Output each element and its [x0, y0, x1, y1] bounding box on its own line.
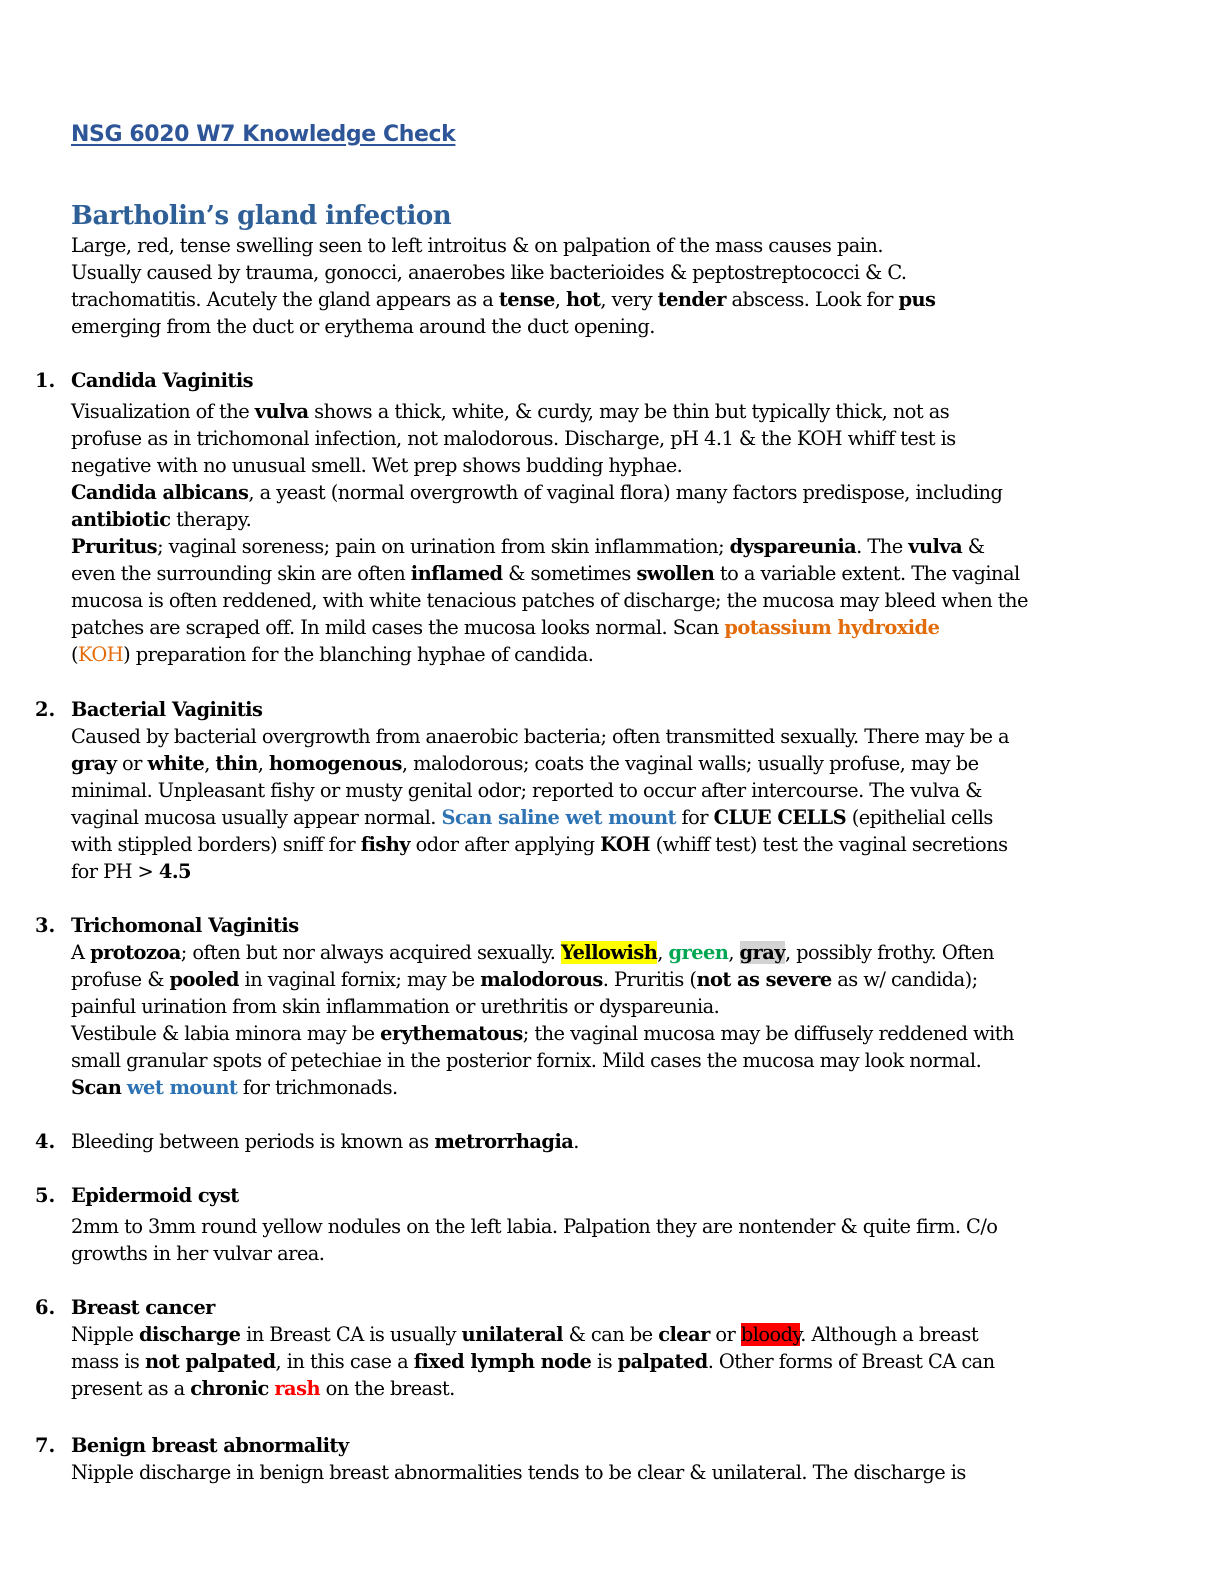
- epidermoid-paragraph: 2mm to 3mm round yellow nodules on the left labia. Palpation they are nontender & quite firm. C/o growths in her vulvar area.: [71, 1215, 998, 1265]
- breast-cancer-paragraph: Nipple discharge in Breast CA is usually unilateral & can be clear or bloody. Although a breast mass is not palpated, in this case a fixed lymph node is palpated. Other forms of Breast CA can present as a chronic rash on the breast.: [71, 1323, 995, 1400]
- section-heading-breast-cancer: Breast cancer: [71, 1296, 215, 1319]
- metrorrhagia-paragraph: Bleeding between periods is known as metrorrhagia.: [71, 1130, 579, 1153]
- benign-breast-paragraph: Nipple discharge in benign breast abnormalities tends to be clear & unilateral. The discharge is: [71, 1461, 966, 1484]
- section-number: 5.: [35, 1184, 56, 1207]
- section-number: 7.: [35, 1434, 56, 1457]
- section-number: 6.: [35, 1296, 56, 1319]
- section-heading-trichomonal: Trichomonal Vaginitis: [71, 914, 299, 937]
- section-number: 3.: [35, 914, 56, 937]
- bartholin-heading: Bartholin’s gland infection: [71, 201, 452, 231]
- section-number: 1.: [35, 369, 56, 392]
- bartholin-paragraph: Large, red, tense swelling seen to left introitus & on palpation of the mass causes pain. Usually caused by trauma, gonocci, anaerobes like bacterioides & peptostreptococci & C. trachomatitis. Acutely the gland appears as a tense, hot, very tender abscess. Look for pus emerging from the duct or erythema around the duct opening.: [71, 234, 936, 338]
- document-title: NSG 6020 W7 Knowledge Check: [71, 122, 456, 147]
- section-heading-epidermoid: Epidermoid cyst: [71, 1184, 239, 1207]
- section-heading-benign-breast: Benign breast abnormality: [71, 1434, 349, 1457]
- candida-paragraph: Visualization of the vulva shows a thick, white, & curdy, may be thin but typically thick, not as profuse as in trichomonal infection, not malodorous. Discharge, pH 4.1 & the KOH whiff test is negative with no unusual smell. Wet prep shows budding hyphae. Candida albicans, a yeast (normal overgrowth of vaginal flora) many factors predispose, including antibiotic therapy. Pruritus; vaginal soreness; pain on urination from skin inflammation; dyspareunia. The vulva & even the surrounding skin are often inflamed & sometimes swollen to a variable extent. The vaginal mucosa is often reddened, with white tenacious patches of discharge; the mucosa may bleed when the patches are scraped off. In mild cases the mucosa looks normal. Scan potassium hydroxide (KOH) preparation for the blanching hyphae of candida.: [71, 400, 1028, 666]
- bacterial-paragraph: Caused by bacterial overgrowth from anaerobic bacteria; often transmitted sexually. There may be a gray or white, thin, homogenous, malodorous; coats the vaginal walls; usually profuse, may be minimal. Unpleasant fishy or musty genital odor; reported to occur after intercourse. The vulva & vaginal mucosa usually appear normal. Scan saline wet mount for CLUE CELLS (epithelial cells with stippled borders) sniff for fishy odor after applying KOH (whiff test) test the vaginal secretions for PH > 4.5: [71, 725, 1010, 883]
- section-number: 4.: [35, 1130, 56, 1153]
- trichomonal-paragraph: A protozoa; often but nor always acquired sexually. Yellowish, green, gray, possibly frothy. Often profuse & pooled in vaginal fornix; may be malodorous. Pruritis (not as severe as w/ candida); painful urination from skin inflammation or urethritis or dyspareunia. Vestibule & labia minora may be erythematous; the vaginal mucosa may be diffusely reddened with small granular spots of petechiae in the posterior fornix. Mild cases the mucosa may look normal. Scan wet mount for trichmonads.: [71, 941, 1014, 1099]
- section-number: 2.: [35, 698, 56, 721]
- section-heading-bacterial: Bacterial Vaginitis: [71, 698, 263, 721]
- section-heading-candida: Candida Vaginitis: [71, 369, 253, 392]
